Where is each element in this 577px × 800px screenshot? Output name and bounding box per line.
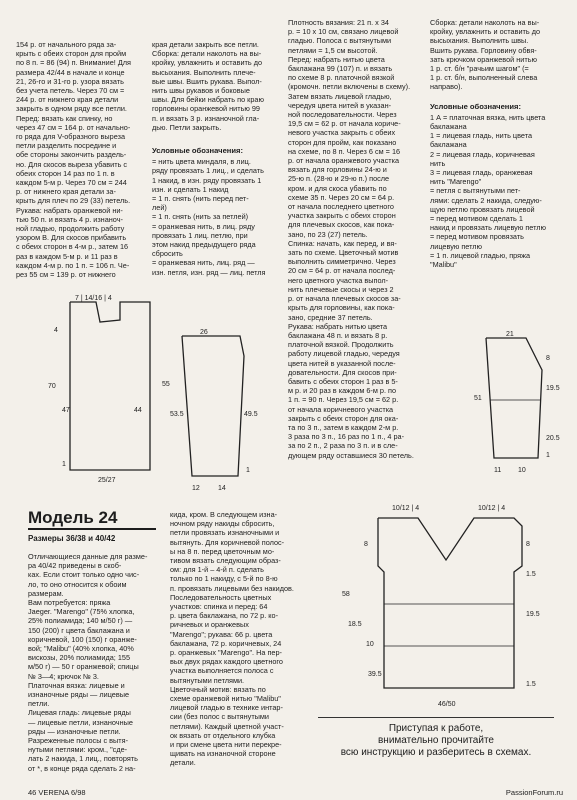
dimension-label: 10/12 | 4: [478, 505, 506, 512]
text-line: лицевой гладью в технике интар-: [170, 703, 283, 713]
text-line: щую петлю провязать лицевой: [430, 204, 535, 214]
text-line: ряду провязать 1 лиц., и сделать: [152, 166, 264, 176]
text-line: на схеме, по 8 п. Через 6 см = 16: [288, 146, 401, 156]
text-line: раз в каждом 5-м р. и 11 раз в: [16, 251, 118, 261]
text-line: (кромочн. петли включены в схему).: [288, 82, 411, 92]
text-line: Плотность вязания: 21 п. х 34: [288, 18, 389, 27]
text-line: р. цвета баклажана, по 72 р. ко-: [170, 611, 279, 621]
schema-sleeve-model24: [446, 330, 560, 485]
text-line: Вшить рукава. Горловину обвя-: [430, 45, 537, 55]
text-line: для плечевых скосов, как пока-: [288, 220, 395, 230]
text-line: но. Для скосов выреза убавить с: [16, 159, 128, 169]
text-line: обеих сторон 14 раз по 1 п. в: [16, 168, 115, 178]
text-line: 154 р. от начального ряда за-: [16, 40, 117, 49]
text-line: тивом вязать следующим образ-: [170, 556, 281, 566]
text-line: участков: спинка и перед: 64: [170, 602, 268, 612]
text-line: нить плечевые скосы и через 2: [288, 284, 394, 294]
text-line: Платочная вязка: лицевые и: [28, 680, 125, 690]
text-line: провязать 1 лиц. петлю, при: [152, 230, 248, 240]
legend-heading: Условные обозначения:: [152, 146, 244, 156]
text-line: зать крючком оранжевой нитью: [430, 54, 537, 64]
dimension-label: 7 | 14/16 | 4: [75, 295, 112, 302]
text-line: лицевую петлю: [430, 241, 483, 251]
text-line: м р. и 20 раз в каждом 6-м р. по: [288, 386, 397, 396]
text-line: довательности. Для скосов при-: [288, 367, 397, 377]
text-line: нутыми петлями: кром., "сде-: [28, 745, 128, 755]
text-line: от *, в конце ряда сделать 2 на-: [28, 763, 136, 773]
text-line: 1 р. ст. б/н "рачьим шагом" (=: [430, 64, 529, 74]
text-line: Цветочный мотив: вязать по: [170, 684, 266, 694]
text-line: накид и провязать лицевую петлю: [430, 223, 547, 233]
text-line: Лицевая гладь: лицевые ряды: [28, 708, 131, 718]
text-line: "Marengo"; рукава: 66 р. цвета: [170, 629, 273, 639]
text-line: = оранжевая нить, лиц. ряд —: [152, 258, 255, 268]
text-line: закрыть с обеих сторон для ока-: [288, 413, 399, 423]
text-line: 25% полиамида; 140 м/50 г) —: [28, 616, 133, 626]
dimension-label: 20.5: [546, 435, 560, 442]
pattern-diagram: [328, 496, 558, 716]
text-line: по 8 п. = 86 (94) п. Внимание! Для: [16, 58, 131, 68]
dimension-label: 18.5: [348, 621, 362, 628]
dimension-label: 10: [518, 467, 526, 474]
text-line: Сборка: детали наколоть на вы-: [152, 49, 262, 59]
model-title: Модель 24: [28, 508, 118, 527]
text-line: зано, по 23 (27) петель.: [288, 229, 368, 239]
text-line: схеме оранжевой нитью "Malibu": [170, 694, 281, 704]
text-line: кройку, увлажнить и оставить до: [430, 27, 541, 37]
text-line: — лицевые петли, изнаночные: [28, 717, 133, 727]
text-line: размерам.: [28, 588, 64, 598]
text-line: изн. и сделать 1 накид: [152, 184, 229, 194]
text-line: = петля с вытянутыми пет-: [430, 186, 521, 196]
text-line: 1 р. ст. б/н, выполненный слева: [430, 73, 538, 83]
text-line: цвета нитей в указанной после-: [288, 358, 396, 368]
text-line: размера 42/44 в начале и конце: [16, 67, 125, 77]
schema-body-model24: [328, 496, 558, 721]
text-line: "Malibu": [430, 260, 457, 270]
text-line: лями: сделать 2 накида, следую-: [430, 195, 542, 205]
text-line: петлями). Каждый цветной участ-: [170, 721, 284, 731]
text-line: Рукава: набрать оранжевой ни-: [16, 205, 123, 215]
text-line: Вам потребуется: пряжа: [28, 598, 111, 608]
text-line: петлями = 1,5 см высотой.: [288, 45, 378, 55]
schema-sleeve: [152, 326, 262, 501]
text-line: 20 см = 64 р. от начала послед-: [288, 266, 396, 276]
text-line: кида, кром. В следующем изна-: [170, 510, 278, 519]
text-line: нить швы рукавов и боковые: [152, 86, 250, 96]
text-line: нить "Marengo": [430, 177, 482, 187]
text-line: 21, 26-го и 31-го р. узора вязать: [16, 76, 124, 86]
text-line: ной гладью, продолжить работу: [16, 224, 125, 234]
text-line: гладью. Полоса с вытянутыми: [288, 36, 392, 46]
text-line: та по 3 п., затем в каждом 2-м р.: [288, 422, 399, 432]
text-line: Последовательность цветных: [170, 592, 272, 602]
notice-line: Приступая к работе,: [388, 723, 484, 734]
dimension-label: 11: [494, 467, 502, 474]
text-line: = оранжевая нить, в лиц. ряду: [152, 221, 255, 231]
dimension-label: 10: [366, 641, 374, 648]
pattern-diagram: [40, 292, 150, 492]
text-line: обе стороны закончить раздель-: [16, 150, 127, 160]
text-line: этом накид предыдущего ряда: [152, 240, 256, 250]
text-line: п. и вязать 3 р. изнаночной гла-: [152, 113, 260, 123]
text-line: ра 40/42 приведены в скоб-: [28, 561, 122, 571]
text-line: баклажана 48 п. и вязать 8 р.: [288, 330, 388, 340]
text-line: работу лицевой гладью, чередуя: [288, 349, 400, 359]
text-line: нить: [430, 158, 446, 168]
text-line: тью 50 п. и вязать 4 р. изнаноч-: [16, 214, 123, 224]
text-line: вых двух рядах каждого цветного: [170, 657, 283, 667]
text-line: м/50 г) — 50 г оранжевой; спицы: [28, 662, 139, 672]
text-line: вытянутыми петлями.: [170, 675, 245, 685]
text-line: = 1 п. лицевой гладью, пряжа: [430, 250, 531, 260]
text-line: бавить с обеих сторон 1 раз в 5-: [288, 376, 398, 386]
dimension-label: 12: [192, 485, 200, 492]
text-line: по схеме 8 р. платочной вязкой: [288, 73, 395, 83]
text-line: = перед мотивом сделать 1: [430, 214, 523, 224]
text-column-4: [430, 18, 568, 269]
text-line: и при смене цвета нити перекре-: [170, 740, 282, 750]
model-sizes: Размеры 36/38 и 40/42: [28, 534, 116, 543]
text-line: детали.: [170, 758, 196, 768]
text-line: ричневых и оранжевых: [170, 620, 249, 630]
text-line: 25-ю п. (28-ю и 29-ю п.) после: [288, 174, 390, 184]
text-line: швы. Для бейки набрать по краю: [152, 95, 264, 105]
text-line: каждом 4-м р. по 1 п. = 106 п. Че-: [16, 260, 130, 270]
text-line: каждом 5-м р. Через 70 см = 244: [16, 178, 127, 188]
text-line: Рукава: набрать нитью цвета: [288, 321, 388, 331]
text-line: ом: для 1-й – 4-й п. сделать: [170, 565, 264, 575]
text-line: него цветного участка выпол-: [288, 275, 389, 285]
notice-line: всю инструкцию и разберитесь в схемах.: [340, 747, 532, 758]
text-line: № 3—4; крючок № 3.: [28, 671, 99, 681]
text-line: Перед: набрать нитью цвета: [288, 54, 385, 64]
dimension-label: 19.5: [526, 611, 540, 618]
text-line: баклажана: [430, 122, 467, 132]
text-line: изнаночные ряды — лицевые: [28, 690, 130, 700]
text-line: Сборка: детали наколоть на вы-: [430, 18, 540, 27]
notice-line: внимательно прочитайте: [377, 735, 494, 746]
text-line: го ряда для V-образного выреза: [16, 132, 126, 142]
text-line: баклажана: [430, 140, 467, 150]
text-line: = 1 п. снять (нить перед пет-: [152, 194, 249, 204]
text-line: 244 р. от нижнего края детали: [16, 95, 119, 105]
text-line: высыхания. Выполнить плече-: [152, 67, 256, 77]
text-line: крыть для горловины, как пока-: [288, 303, 395, 313]
pattern-diagram: [446, 330, 560, 480]
dimension-label: 70: [48, 383, 56, 390]
text-line: вые швы. Вшить рукава. Выпол-: [152, 76, 262, 86]
text-line: = перед мотивом провязать: [430, 232, 524, 242]
text-line: крыть с обеих сторон для пройм: [16, 49, 127, 59]
text-line: выполнить симметрично. Через: [288, 257, 396, 267]
text-line: только по 1 накиду, с 5-й по 8-ю: [170, 574, 278, 584]
text-line: сбросить: [152, 249, 183, 259]
text-line: края детали закрыть все петли.: [152, 40, 259, 49]
text-line: = 1 п. снять (нить за петлей): [152, 212, 249, 222]
text-line: петли разделить посредине и: [16, 141, 117, 151]
dimension-label: 10/12 | 4: [392, 505, 420, 512]
page-footer: 46 VERENA 6/98: [28, 788, 86, 797]
dimension-label: 51: [474, 395, 482, 402]
text-line: рез 55 см = 139 р. от нижнего: [16, 270, 116, 280]
text-line: лать 2 накида, 1 лиц., повторять: [28, 754, 138, 764]
text-line: высыхания. Выполнить швы.: [430, 36, 529, 46]
text-line: петли провязать изнаночными и: [170, 528, 280, 538]
text-line: участка выполняется полоса с: [170, 666, 274, 676]
dimension-label: 58: [342, 591, 350, 598]
text-column-1: [16, 40, 144, 279]
text-column-2: [152, 40, 280, 277]
text-line: 150 (200) г цвета баклажана и: [28, 625, 130, 635]
text-line: ряды — изнаночные петли.: [28, 726, 121, 736]
schema-front-back: [40, 292, 150, 497]
text-line: лей): [152, 203, 167, 213]
text-line: от начала коричневого участка: [288, 404, 394, 414]
instruction-notice: [318, 717, 554, 759]
text-line: 1 п. = 90 п. Через 19,5 см = 62 р.: [288, 395, 399, 405]
text-line: вой; "Malibu" (40% хлопка, 40%: [28, 644, 134, 654]
text-line: р. от начала плечевых скосов за-: [288, 294, 401, 304]
dimension-label: 1.5: [526, 681, 536, 688]
dimension-label: 1.5: [526, 571, 536, 578]
text-line: платочной вязкой. Продолжить: [288, 340, 394, 350]
dimension-label: 8: [526, 541, 530, 548]
text-line: кром. и для скоса убавить по: [288, 183, 387, 193]
text-line: зать по схеме. Цветочный мотив: [288, 248, 399, 258]
text-column-5: [28, 552, 158, 773]
dimension-label: 49.5: [244, 411, 258, 418]
text-line: Jaeger. "Marengo" (75% хлопка,: [28, 607, 135, 617]
text-line: 3 раза по 3 п., 16 раз по 1 п., 4 ра-: [288, 432, 405, 442]
text-line: р. от начала оранжевого участка: [288, 156, 400, 166]
dimension-label: 46/50: [438, 701, 456, 708]
dimension-label: 8: [364, 541, 368, 548]
text-line: участка закрыть с обеих сторон: [288, 211, 396, 221]
text-line: п. провязать лицевыми без накидов.: [170, 583, 294, 593]
text-line: баклажана, 72 р. коричневых, 24: [170, 638, 282, 648]
text-line: ной последовательности. Через: [288, 110, 397, 120]
text-line: дующем ряду оставшиеся 30 петель.: [288, 450, 414, 460]
text-line: узором В. Для скосов прибавить: [16, 233, 127, 243]
text-line: вязать для горловины 24-ю и: [288, 165, 387, 175]
text-line: ло, то оно относится к обоим: [28, 579, 127, 589]
text-line: вытянуть. Для коричневой полос-: [170, 537, 285, 547]
text-line: изн. петля, изн. ряд — лиц. петля: [152, 267, 266, 277]
pattern-diagram: [152, 326, 262, 496]
text-line: без учета петель. Через 70 см =: [16, 86, 125, 96]
text-line: невого участка закрыть с обеих: [288, 128, 396, 138]
text-line: р. = 10 х 10 см, связано лицевой: [288, 27, 399, 37]
dimension-label: 26: [200, 329, 208, 336]
dimension-label: 4: [54, 327, 58, 334]
text-column-6: [170, 510, 310, 768]
text-line: за по 2 п., 2 раза по 3 п. и в сле-: [288, 441, 398, 451]
text-line: коричневой, 100 (150) г оранже-: [28, 634, 137, 644]
text-line: ок вязать от отдельного клубка: [170, 730, 276, 740]
text-line: сии (без полос с вытянутыми: [170, 712, 269, 722]
text-line: = нить цвета миндаля, в лиц.: [152, 157, 251, 167]
text-line: сторон для пройм, как показано: [288, 137, 397, 147]
dimension-label: 14: [218, 485, 226, 492]
text-line: Разреженные полосы с вытя-: [28, 736, 128, 746]
text-line: ы на 8 п. перед цветочным мо-: [170, 546, 275, 556]
text-line: кройку, увлажнить и оставить до: [152, 58, 263, 68]
text-line: щивать на изнаночной стороне: [170, 749, 276, 759]
dimension-label: 39.5: [368, 671, 382, 678]
dimension-label: 21: [506, 331, 514, 338]
legend-heading: Условные обозначения:: [430, 101, 522, 111]
dimension-label: 25/27: [98, 477, 116, 484]
text-line: 1 А = платочная вязка, нить цвета: [430, 112, 546, 122]
dimension-label: 47: [62, 407, 70, 414]
text-line: чередуя цвета нитей в указан-: [288, 100, 392, 110]
text-line: петли.: [28, 699, 50, 709]
title-divider: [28, 528, 156, 530]
text-line: ках. Если стоит только одно чис-: [28, 570, 140, 580]
text-line: вискозы, 20% полиамида; 155: [28, 653, 131, 663]
text-column-3: [288, 18, 416, 460]
text-line: схеме 35 п. Через 20 см = 64 р.: [288, 192, 395, 202]
text-line: дью. Петли закрыть.: [152, 122, 222, 132]
text-line: баклажана 99 (107) п. и вязать: [288, 64, 393, 74]
text-line: зано, средние 37 петель.: [288, 312, 373, 322]
text-line: Отличающиеся данные для разме-: [28, 552, 148, 561]
dimension-label: 19.5: [546, 385, 560, 392]
text-line: Спинка: начать, как перед, и вя-: [288, 238, 397, 248]
text-line: крыть для плеч по 29 (33) петель.: [16, 196, 131, 206]
text-line: направо).: [430, 82, 463, 92]
dimension-label: 53.5: [170, 411, 184, 418]
text-line: 2 = лицевая гладь, коричневая: [430, 149, 535, 159]
text-line: ночном ряду накиды сбросить,: [170, 519, 275, 529]
text-line: от начала последнего цветного: [288, 202, 394, 212]
dimension-label: 8: [546, 355, 550, 362]
text-line: 3 = лицевая гладь, оранжевая: [430, 168, 533, 178]
dimension-label: 1: [62, 461, 66, 468]
text-line: 19,5 см = 62 р. от начала кориче-: [288, 119, 401, 129]
site-watermark: PassionForum.ru: [505, 788, 563, 797]
text-line: с обеих сторон в 4-м р., затем 16: [16, 242, 129, 252]
text-line: Перед: вязать как спинку, но: [16, 113, 113, 123]
text-line: закрыть в одном ряду все петли.: [16, 104, 127, 114]
dimension-label: 1: [246, 467, 250, 474]
text-line: через 47 см = 164 р. от начально-: [16, 122, 131, 132]
text-line: р. от нижнего края детали за-: [16, 187, 116, 197]
dimension-label: 55: [162, 381, 170, 388]
dimension-label: 1: [546, 452, 550, 459]
text-line: р. оранжевых "Marengo". На пер-: [170, 648, 282, 658]
text-line: 1 накид, в изн. ряду провязать 1: [152, 175, 262, 185]
dimension-label: 44: [134, 407, 142, 414]
text-line: горловины оранжевой нитью 99: [152, 104, 260, 114]
text-line: 1 = лицевая гладь, нить цвета: [430, 131, 533, 141]
text-line: Затем вязать лицевой гладью,: [288, 91, 392, 101]
